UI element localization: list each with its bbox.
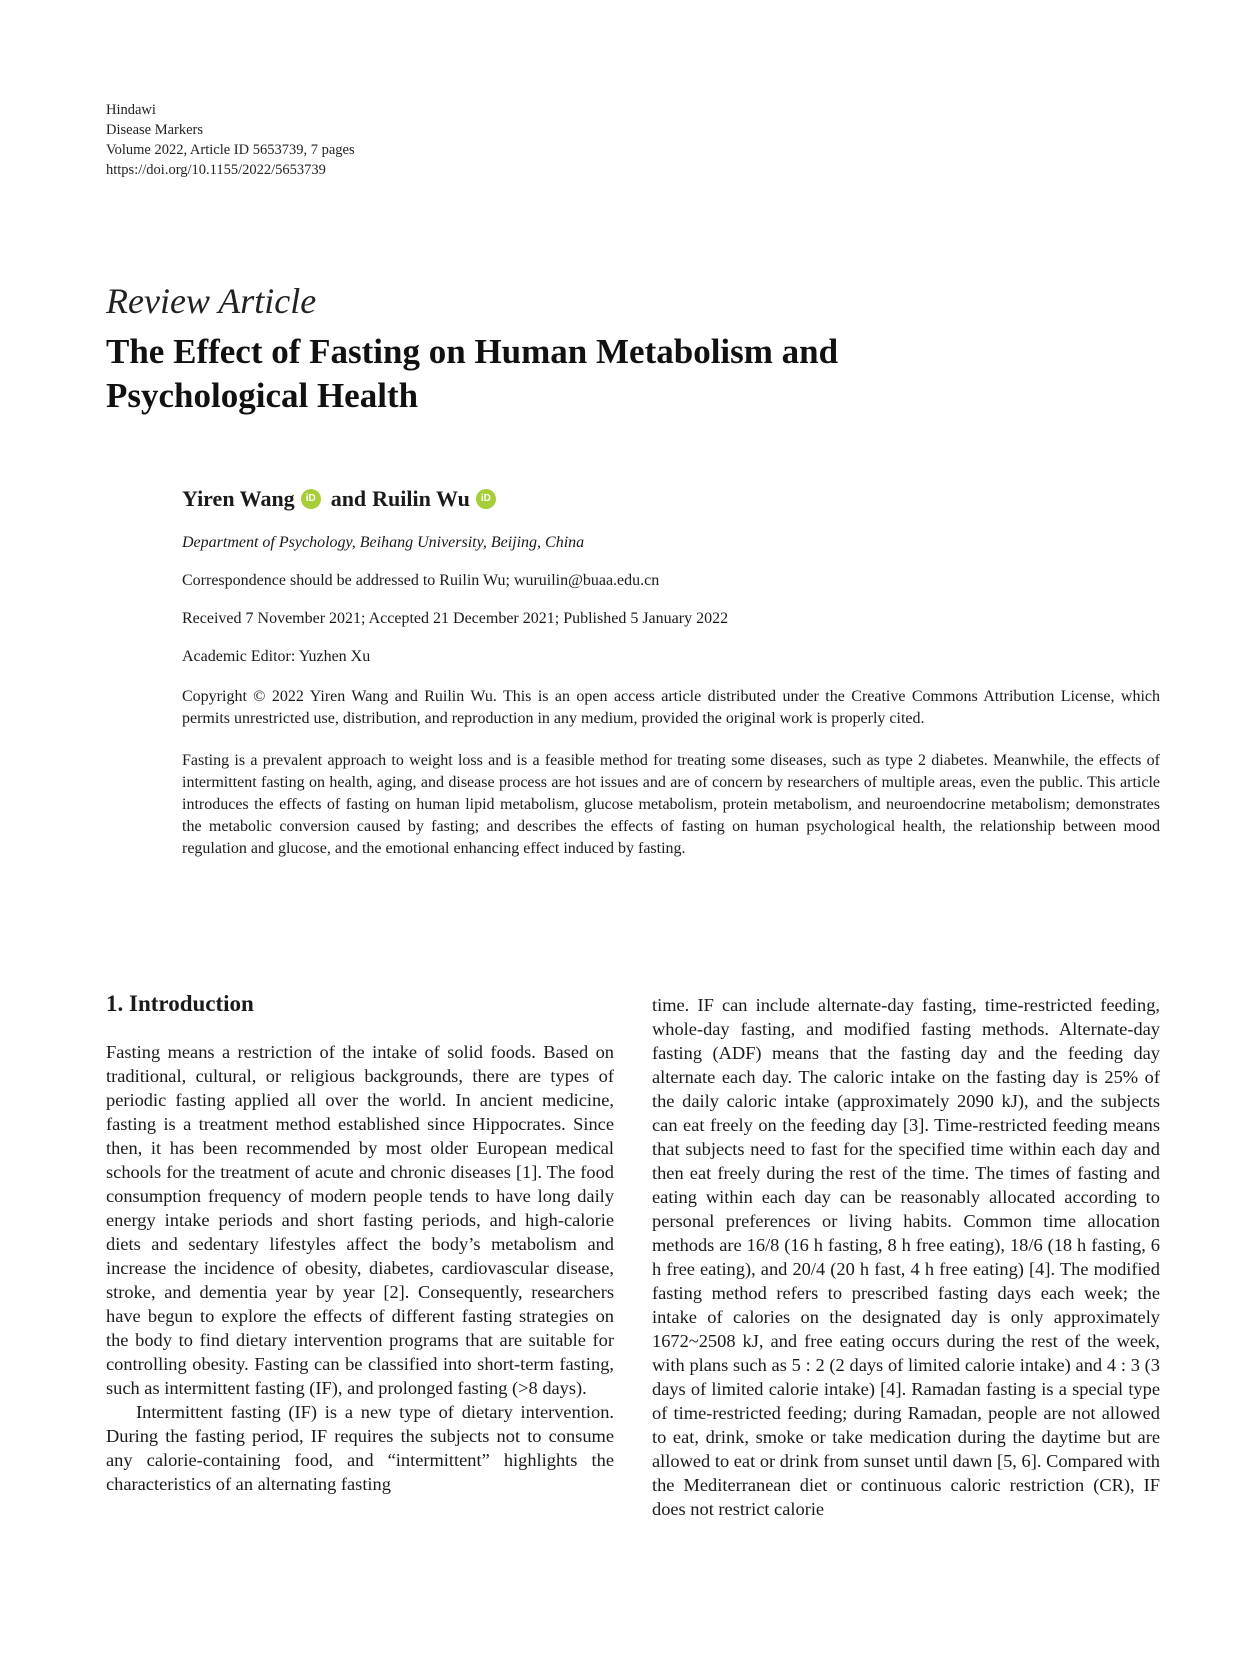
volume-line: Volume 2022, Article ID 5653739, 7 pages: [106, 142, 355, 158]
title-line-1: The Effect of Fasting on Human Metabolism and: [106, 332, 839, 371]
author-name: Ruilin Wu: [372, 486, 470, 511]
publisher-name: Hindawi: [106, 102, 156, 118]
publication-dates: Received 7 November 2021; Accepted 21 December 2021; Published 5 January 2022: [182, 610, 729, 627]
author-list: [182, 482, 1160, 516]
title-line-2: Psychological Health: [106, 376, 419, 415]
front-matter: [182, 482, 1160, 860]
author-name: Yiren Wang: [182, 486, 295, 511]
journal-name: Disease Markers: [106, 122, 204, 138]
section-heading: 1. Introduction: [106, 991, 254, 1016]
article-type: Review Article: [106, 281, 317, 321]
doi-link[interactable]: https://doi.org/10.1155/2022/5653739: [106, 162, 326, 178]
abstract: Fasting is a prevalent approach to weight loss and is a feasible method for treating some diseases, such as type 2 diabetes. Meanwhile, the effects of intermittent fasting on health, aging, and disease process are hot issues and are of concern by researchers of multiple areas, even the public. This article introduces the effects of fasting on human lipid metabolism, glucose metabolism, protein metabolism, and neuroendocrine metabolism; demonstrates the metabolic conversion caused by fasting; and describes the effects of fasting on human psychological health, the relationship between mood regulation and glucose, and the emotional enhancing effect induced by fasting.: [182, 752, 1160, 857]
copyright-notice: Copyright © 2022 Yiren Wang and Ruilin Wu. This is an open access article distributed under the Creative Commons Attribution License, which permits unrestricted use, distribution, and reproduction in any medium, provided the original work is properly cited.: [182, 688, 1160, 727]
article-title: [106, 330, 1106, 418]
body-column-left: [106, 990, 614, 1496]
body-paragraph: Intermittent fasting (IF) is a new type of dietary intervention. During the fasting period, IF requires the subjects not to consume any calorie-containing food, and “intermittent” highlights the characteristics of an alternating fasting: [106, 1402, 614, 1494]
correspondence: Correspondence should be addressed to Ruilin Wu; wuruilin@buaa.edu.cn: [182, 572, 660, 589]
journal-meta: [106, 100, 355, 180]
author-conjunction: and: [330, 486, 367, 511]
orcid-icon[interactable]: iD: [476, 489, 496, 509]
body-column-right: [652, 993, 1160, 1521]
academic-editor: Academic Editor: Yuzhen Xu: [182, 648, 371, 665]
affiliation: Department of Psychology, Beihang University, Beijing, China: [182, 534, 585, 551]
orcid-icon[interactable]: iD: [301, 489, 321, 509]
body-paragraph: Fasting means a restriction of the intake of solid foods. Based on traditional, cultural, or religious backgrounds, there are types of periodic fasting applied all over the world. In ancient medicine, fasting is a treatment method established since Hippocrates. Since then, it has been recommended by most older European medical schools for the treatment of acute and chronic diseases [1]. The food consumption frequency of modern people tends to have long daily energy intake periods and short fasting periods, and high-calorie diets and sedentary lifestyles affect the body’s metabolism and increase the incidence of obesity, diabetes, cardiovascular disease, stroke, and dementia year by year [2]. Consequently, researchers have begun to explore the effects of different fasting strategies on the body to find dietary intervention programs that are suitable for controlling obesity. Fasting can be classified into short-term fasting, such as intermittent fasting (IF), and prolonged fasting (>8 days).: [106, 1042, 614, 1398]
body-paragraph: time. IF can include alternate-day fasting, time-restricted feeding, whole-day fasting, and modified fasting methods. Alternate-day fasting (ADF) means that the fasting day and the feeding day alternate each day. The caloric intake on the fasting day is 25% of the daily caloric intake (approximately 2090 kJ), and the subjects can eat freely on the feeding day [3]. Time-restricted feeding means that subjects need to fast for the specified time within each day and then eat freely during the rest of the time. The times of fasting and eating within each day can be reasonably allocated according to personal preferences or living habits. Common time allocation methods are 16/8 (16 h fasting, 8 h free eating), 18/6 (18 h fasting, 6 h free eating), and 20/4 (20 h fast, 4 h free eating) [4]. The modified fasting method refers to prescribed fasting days each week; the intake of calories on the designated day is only approximately 1672~2508 kJ, and free eating occurs during the rest of the week, with plans such as 5 : 2 (2 days of limited calorie intake) and 4 : 3 (3 days of limited calorie intake) [4]. Ramadan fasting is a special type of time-restricted feeding; during Ramadan, people are not allowed to eat, drink, smoke or take medication during the daytime but are allowed to eat or drink from sunset until dawn [5, 6]. Compared with the Mediterranean diet or continuous caloric restriction (CR), IF does not restrict calorie: [652, 995, 1160, 1519]
